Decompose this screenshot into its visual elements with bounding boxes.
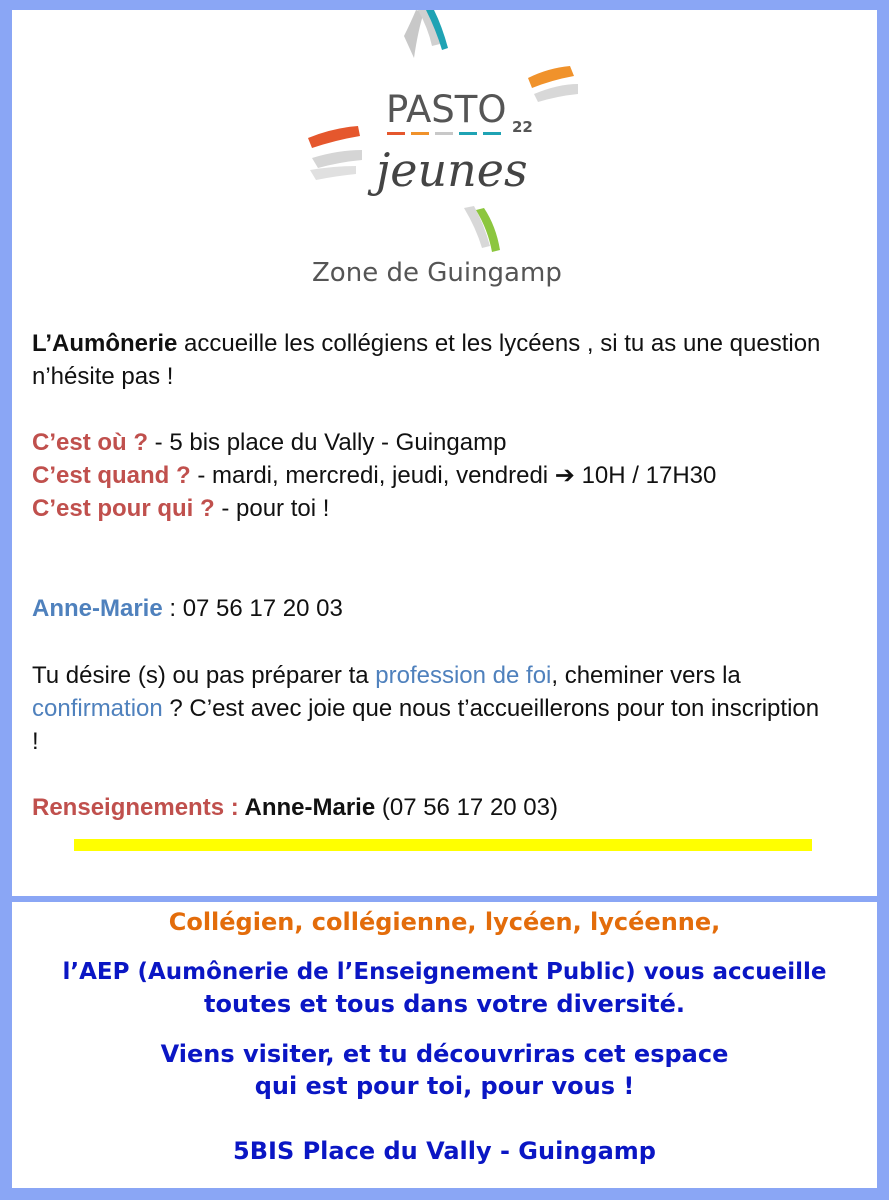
aep-line-1: l’AEP (Aumônerie de l’Enseignement Public) vous accueille <box>62 959 827 985</box>
intro-text: accueille les collégiens et les lycéens , si tu as une question n’hésite pas ! <box>32 330 821 390</box>
paragraph-text-3: ? C’est avec joie que nous t’accueillerons pour ton inscription ! <box>32 695 820 755</box>
logo-jeunes-text: jeunes <box>376 143 528 197</box>
visit-line-2: qui est pour toi, pour vous ! <box>254 1072 635 1100</box>
who-value: - pour toi ! <box>214 495 330 522</box>
aumonerie-label: L’Aumônerie <box>32 330 178 357</box>
yellow-highlight-bar <box>74 839 812 851</box>
where-value: - 5 bis place du Vally - Guingamp <box>148 429 507 456</box>
contact-name: Anne-Marie <box>32 595 163 622</box>
inscription-paragraph <box>32 659 822 758</box>
students-heading: Collégien, collégienne, lycéen, lycéenne, <box>168 908 721 936</box>
pasto-jeunes-logo <box>12 10 877 310</box>
when-label: C’est quand ? <box>32 462 191 489</box>
where-label: C’est où ? <box>32 429 149 456</box>
renseignements-name: Anne-Marie <box>244 794 376 821</box>
who-line <box>32 492 822 525</box>
aep-line-2: toutes et tous dans votre diversité. <box>204 990 685 1018</box>
renseignements-line <box>32 791 822 824</box>
paragraph-text-1: Tu désire (s) ou pas préparer ta <box>32 662 376 689</box>
address-line: 5BIS Place du Vally - Guingamp <box>233 1137 656 1165</box>
when-value: - mardi, mercredi, jeudi, vendredi ➔ 10H / 17H30 <box>190 462 717 489</box>
where-line <box>32 426 822 459</box>
logo-zone-text: Zone de Guingamp <box>312 258 562 288</box>
info-block <box>32 426 822 525</box>
who-label: C’est pour qui ? <box>32 495 215 522</box>
visit-line-1: Viens visiter, et tu découvriras cet espace <box>160 1040 729 1068</box>
logo-pasto-text: PASTO <box>386 88 507 131</box>
contact-phone: : 07 56 17 20 03 <box>162 595 343 622</box>
when-line <box>32 459 822 492</box>
renseignements-phone: (07 56 17 20 03) <box>375 794 558 821</box>
confirmation-text: confirmation <box>32 695 163 722</box>
upper-panel <box>12 10 877 896</box>
intro-paragraph <box>32 327 822 393</box>
paragraph-text-2: , cheminer vers la <box>551 662 741 689</box>
renseignements-label: Renseignements : <box>32 794 245 821</box>
contact-line <box>32 592 822 625</box>
profession-de-foi-text: profession de foi <box>375 662 552 689</box>
lower-panel <box>12 902 877 1188</box>
logo-number: 22 <box>512 118 533 136</box>
